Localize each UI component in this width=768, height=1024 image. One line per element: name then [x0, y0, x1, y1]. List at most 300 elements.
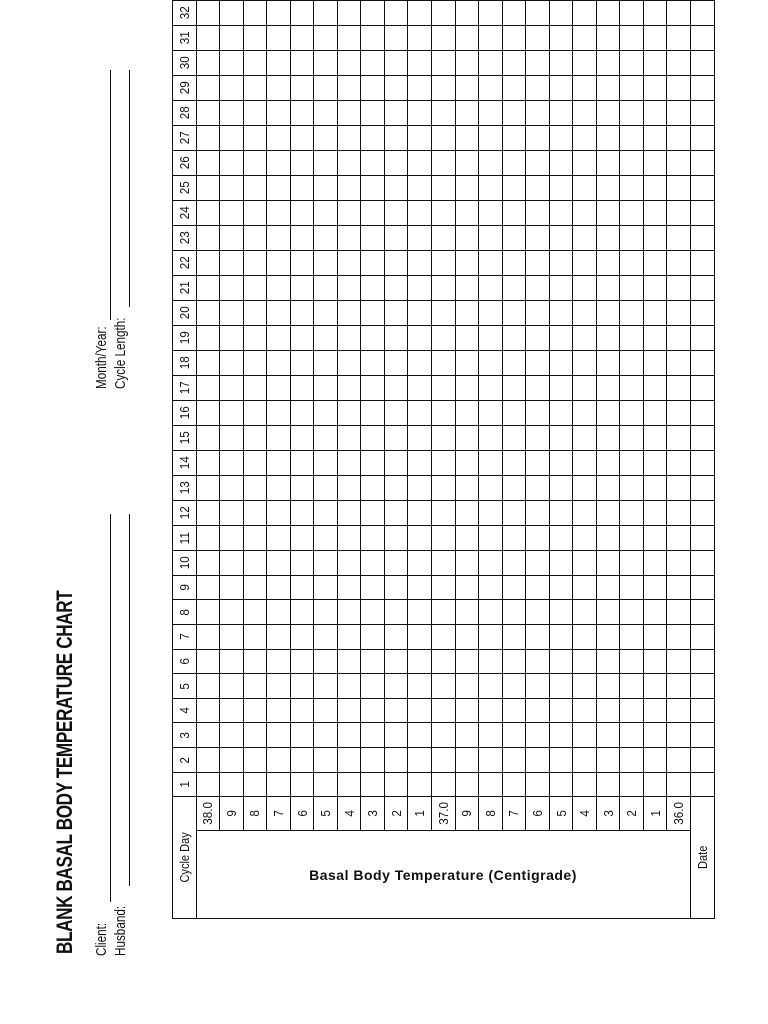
- temperature-entry-cell[interactable]: [549, 76, 573, 101]
- temperature-entry-cell[interactable]: [243, 226, 267, 251]
- temperature-entry-cell[interactable]: [620, 301, 644, 326]
- temperature-entry-cell[interactable]: [243, 600, 267, 625]
- temperature-entry-cell[interactable]: [361, 723, 385, 748]
- temperature-entry-cell[interactable]: [384, 550, 408, 575]
- temperature-entry-cell[interactable]: [620, 326, 644, 351]
- temperature-entry-cell[interactable]: [337, 151, 361, 176]
- temperature-entry-cell[interactable]: [314, 575, 338, 600]
- temperature-entry-cell[interactable]: [596, 600, 620, 625]
- temperature-entry-cell[interactable]: [502, 649, 526, 674]
- temperature-entry-cell[interactable]: [573, 475, 597, 500]
- temperature-entry-cell[interactable]: [220, 276, 244, 301]
- date-entry-cell[interactable]: [691, 550, 715, 575]
- temperature-entry-cell[interactable]: [549, 425, 573, 450]
- temperature-entry-cell[interactable]: [596, 26, 620, 51]
- temperature-entry-cell[interactable]: [502, 698, 526, 723]
- temperature-entry-cell[interactable]: [620, 450, 644, 475]
- temperature-entry-cell[interactable]: [196, 351, 220, 376]
- temperature-entry-cell[interactable]: [526, 600, 550, 625]
- temperature-entry-cell[interactable]: [549, 748, 573, 773]
- temperature-entry-cell[interactable]: [573, 525, 597, 550]
- temperature-entry-cell[interactable]: [290, 425, 314, 450]
- temperature-entry-cell[interactable]: [384, 126, 408, 151]
- temperature-entry-cell[interactable]: [220, 625, 244, 650]
- temperature-entry-cell[interactable]: [526, 326, 550, 351]
- temperature-entry-cell[interactable]: [549, 500, 573, 525]
- temperature-entry-cell[interactable]: [502, 26, 526, 51]
- month-year-line[interactable]: [110, 70, 111, 320]
- temperature-entry-cell[interactable]: [502, 76, 526, 101]
- temperature-entry-cell[interactable]: [455, 301, 479, 326]
- temperature-entry-cell[interactable]: [408, 76, 432, 101]
- temperature-entry-cell[interactable]: [573, 226, 597, 251]
- temperature-entry-cell[interactable]: [479, 26, 503, 51]
- temperature-entry-cell[interactable]: [290, 575, 314, 600]
- temperature-entry-cell[interactable]: [243, 251, 267, 276]
- temperature-entry-cell[interactable]: [196, 723, 220, 748]
- temperature-entry-cell[interactable]: [643, 625, 667, 650]
- temperature-entry-cell[interactable]: [549, 723, 573, 748]
- date-entry-cell[interactable]: [691, 1, 715, 26]
- temperature-entry-cell[interactable]: [479, 425, 503, 450]
- temperature-entry-cell[interactable]: [337, 649, 361, 674]
- temperature-entry-cell[interactable]: [290, 301, 314, 326]
- temperature-entry-cell[interactable]: [526, 226, 550, 251]
- temperature-entry-cell[interactable]: [243, 276, 267, 301]
- temperature-entry-cell[interactable]: [596, 748, 620, 773]
- temperature-entry-cell[interactable]: [384, 649, 408, 674]
- temperature-entry-cell[interactable]: [573, 351, 597, 376]
- temperature-entry-cell[interactable]: [479, 101, 503, 126]
- temperature-entry-cell[interactable]: [667, 376, 691, 401]
- temperature-entry-cell[interactable]: [361, 698, 385, 723]
- temperature-entry-cell[interactable]: [526, 301, 550, 326]
- temperature-entry-cell[interactable]: [573, 748, 597, 773]
- temperature-entry-cell[interactable]: [408, 425, 432, 450]
- temperature-entry-cell[interactable]: [196, 301, 220, 326]
- temperature-entry-cell[interactable]: [620, 772, 644, 797]
- temperature-entry-cell[interactable]: [573, 301, 597, 326]
- temperature-entry-cell[interactable]: [479, 550, 503, 575]
- temperature-entry-cell[interactable]: [337, 674, 361, 699]
- temperature-entry-cell[interactable]: [573, 376, 597, 401]
- temperature-entry-cell[interactable]: [267, 326, 291, 351]
- temperature-entry-cell[interactable]: [361, 772, 385, 797]
- temperature-entry-cell[interactable]: [314, 226, 338, 251]
- temperature-entry-cell[interactable]: [267, 525, 291, 550]
- temperature-entry-cell[interactable]: [408, 600, 432, 625]
- temperature-entry-cell[interactable]: [432, 351, 456, 376]
- temperature-entry-cell[interactable]: [408, 723, 432, 748]
- temperature-entry-cell[interactable]: [220, 600, 244, 625]
- temperature-entry-cell[interactable]: [479, 625, 503, 650]
- temperature-entry-cell[interactable]: [643, 748, 667, 773]
- temperature-entry-cell[interactable]: [643, 101, 667, 126]
- temperature-entry-cell[interactable]: [384, 425, 408, 450]
- temperature-entry-cell[interactable]: [267, 351, 291, 376]
- temperature-entry-cell[interactable]: [432, 376, 456, 401]
- temperature-entry-cell[interactable]: [196, 251, 220, 276]
- temperature-entry-cell[interactable]: [549, 351, 573, 376]
- temperature-entry-cell[interactable]: [337, 301, 361, 326]
- temperature-entry-cell[interactable]: [432, 101, 456, 126]
- temperature-entry-cell[interactable]: [361, 126, 385, 151]
- temperature-entry-cell[interactable]: [573, 425, 597, 450]
- temperature-entry-cell[interactable]: [502, 351, 526, 376]
- date-entry-cell[interactable]: [691, 151, 715, 176]
- client-line[interactable]: [110, 514, 111, 902]
- temperature-entry-cell[interactable]: [220, 525, 244, 550]
- date-entry-cell[interactable]: [691, 625, 715, 650]
- temperature-entry-cell[interactable]: [667, 326, 691, 351]
- temperature-entry-cell[interactable]: [596, 550, 620, 575]
- temperature-entry-cell[interactable]: [408, 400, 432, 425]
- temperature-entry-cell[interactable]: [596, 525, 620, 550]
- temperature-entry-cell[interactable]: [314, 51, 338, 76]
- temperature-entry-cell[interactable]: [667, 600, 691, 625]
- temperature-entry-cell[interactable]: [243, 674, 267, 699]
- temperature-entry-cell[interactable]: [337, 26, 361, 51]
- temperature-entry-cell[interactable]: [220, 351, 244, 376]
- temperature-entry-cell[interactable]: [337, 376, 361, 401]
- temperature-entry-cell[interactable]: [337, 76, 361, 101]
- temperature-entry-cell[interactable]: [643, 400, 667, 425]
- temperature-entry-cell[interactable]: [220, 76, 244, 101]
- temperature-entry-cell[interactable]: [337, 351, 361, 376]
- temperature-entry-cell[interactable]: [526, 126, 550, 151]
- temperature-entry-cell[interactable]: [290, 351, 314, 376]
- temperature-entry-cell[interactable]: [643, 301, 667, 326]
- temperature-entry-cell[interactable]: [267, 450, 291, 475]
- temperature-entry-cell[interactable]: [455, 376, 479, 401]
- temperature-entry-cell[interactable]: [667, 723, 691, 748]
- temperature-entry-cell[interactable]: [643, 51, 667, 76]
- temperature-entry-cell[interactable]: [526, 723, 550, 748]
- temperature-entry-cell[interactable]: [290, 51, 314, 76]
- temperature-entry-cell[interactable]: [384, 525, 408, 550]
- temperature-entry-cell[interactable]: [196, 376, 220, 401]
- temperature-entry-cell[interactable]: [596, 425, 620, 450]
- temperature-entry-cell[interactable]: [196, 425, 220, 450]
- temperature-entry-cell[interactable]: [526, 51, 550, 76]
- temperature-entry-cell[interactable]: [479, 326, 503, 351]
- temperature-entry-cell[interactable]: [196, 101, 220, 126]
- temperature-entry-cell[interactable]: [337, 400, 361, 425]
- temperature-entry-cell[interactable]: [502, 276, 526, 301]
- temperature-entry-cell[interactable]: [596, 772, 620, 797]
- temperature-entry-cell[interactable]: [667, 450, 691, 475]
- temperature-entry-cell[interactable]: [455, 450, 479, 475]
- temperature-entry-cell[interactable]: [455, 76, 479, 101]
- temperature-entry-cell[interactable]: [667, 26, 691, 51]
- date-entry-cell[interactable]: [691, 51, 715, 76]
- temperature-entry-cell[interactable]: [549, 176, 573, 201]
- temperature-entry-cell[interactable]: [573, 76, 597, 101]
- temperature-entry-cell[interactable]: [290, 1, 314, 26]
- temperature-entry-cell[interactable]: [267, 425, 291, 450]
- temperature-entry-cell[interactable]: [573, 723, 597, 748]
- date-entry-cell[interactable]: [691, 176, 715, 201]
- temperature-entry-cell[interactable]: [620, 276, 644, 301]
- temperature-entry-cell[interactable]: [408, 748, 432, 773]
- temperature-entry-cell[interactable]: [220, 176, 244, 201]
- temperature-entry-cell[interactable]: [267, 475, 291, 500]
- date-entry-cell[interactable]: [691, 301, 715, 326]
- temperature-entry-cell[interactable]: [479, 276, 503, 301]
- temperature-entry-cell[interactable]: [243, 400, 267, 425]
- temperature-entry-cell[interactable]: [337, 723, 361, 748]
- temperature-entry-cell[interactable]: [502, 176, 526, 201]
- temperature-entry-cell[interactable]: [596, 201, 620, 226]
- temperature-entry-cell[interactable]: [196, 76, 220, 101]
- temperature-entry-cell[interactable]: [573, 575, 597, 600]
- temperature-entry-cell[interactable]: [432, 625, 456, 650]
- temperature-entry-cell[interactable]: [526, 698, 550, 723]
- temperature-entry-cell[interactable]: [667, 625, 691, 650]
- temperature-entry-cell[interactable]: [408, 251, 432, 276]
- temperature-entry-cell[interactable]: [314, 176, 338, 201]
- temperature-entry-cell[interactable]: [667, 748, 691, 773]
- temperature-entry-cell[interactable]: [384, 772, 408, 797]
- temperature-entry-cell[interactable]: [596, 674, 620, 699]
- temperature-entry-cell[interactable]: [220, 748, 244, 773]
- date-entry-cell[interactable]: [691, 251, 715, 276]
- temperature-entry-cell[interactable]: [243, 176, 267, 201]
- temperature-entry-cell[interactable]: [526, 425, 550, 450]
- temperature-entry-cell[interactable]: [220, 450, 244, 475]
- temperature-entry-cell[interactable]: [620, 649, 644, 674]
- temperature-entry-cell[interactable]: [384, 475, 408, 500]
- temperature-entry-cell[interactable]: [337, 600, 361, 625]
- temperature-entry-cell[interactable]: [573, 1, 597, 26]
- temperature-entry-cell[interactable]: [596, 500, 620, 525]
- temperature-entry-cell[interactable]: [596, 450, 620, 475]
- temperature-entry-cell[interactable]: [196, 600, 220, 625]
- temperature-entry-cell[interactable]: [337, 625, 361, 650]
- temperature-entry-cell[interactable]: [337, 450, 361, 475]
- temperature-entry-cell[interactable]: [573, 26, 597, 51]
- date-entry-cell[interactable]: [691, 76, 715, 101]
- temperature-entry-cell[interactable]: [361, 525, 385, 550]
- temperature-entry-cell[interactable]: [596, 51, 620, 76]
- temperature-entry-cell[interactable]: [643, 1, 667, 26]
- temperature-entry-cell[interactable]: [314, 772, 338, 797]
- date-entry-cell[interactable]: [691, 226, 715, 251]
- temperature-entry-cell[interactable]: [384, 301, 408, 326]
- temperature-entry-cell[interactable]: [220, 101, 244, 126]
- temperature-entry-cell[interactable]: [243, 151, 267, 176]
- temperature-entry-cell[interactable]: [314, 101, 338, 126]
- temperature-entry-cell[interactable]: [408, 376, 432, 401]
- temperature-entry-cell[interactable]: [620, 76, 644, 101]
- temperature-entry-cell[interactable]: [220, 723, 244, 748]
- temperature-entry-cell[interactable]: [620, 625, 644, 650]
- temperature-entry-cell[interactable]: [526, 251, 550, 276]
- temperature-entry-cell[interactable]: [526, 748, 550, 773]
- temperature-entry-cell[interactable]: [526, 351, 550, 376]
- temperature-entry-cell[interactable]: [502, 201, 526, 226]
- temperature-entry-cell[interactable]: [290, 26, 314, 51]
- temperature-entry-cell[interactable]: [620, 698, 644, 723]
- temperature-entry-cell[interactable]: [667, 475, 691, 500]
- temperature-entry-cell[interactable]: [243, 301, 267, 326]
- temperature-entry-cell[interactable]: [361, 649, 385, 674]
- temperature-entry-cell[interactable]: [620, 748, 644, 773]
- temperature-entry-cell[interactable]: [502, 376, 526, 401]
- temperature-entry-cell[interactable]: [643, 649, 667, 674]
- temperature-entry-cell[interactable]: [290, 772, 314, 797]
- temperature-entry-cell[interactable]: [243, 425, 267, 450]
- temperature-entry-cell[interactable]: [432, 500, 456, 525]
- temperature-entry-cell[interactable]: [502, 251, 526, 276]
- temperature-entry-cell[interactable]: [243, 351, 267, 376]
- temperature-entry-cell[interactable]: [549, 126, 573, 151]
- temperature-entry-cell[interactable]: [643, 276, 667, 301]
- temperature-entry-cell[interactable]: [502, 326, 526, 351]
- temperature-entry-cell[interactable]: [526, 76, 550, 101]
- temperature-entry-cell[interactable]: [384, 1, 408, 26]
- temperature-entry-cell[interactable]: [290, 450, 314, 475]
- temperature-entry-cell[interactable]: [267, 400, 291, 425]
- temperature-entry-cell[interactable]: [620, 351, 644, 376]
- temperature-entry-cell[interactable]: [502, 600, 526, 625]
- temperature-entry-cell[interactable]: [408, 126, 432, 151]
- temperature-entry-cell[interactable]: [290, 600, 314, 625]
- temperature-entry-cell[interactable]: [620, 176, 644, 201]
- temperature-entry-cell[interactable]: [620, 400, 644, 425]
- temperature-entry-cell[interactable]: [667, 76, 691, 101]
- temperature-entry-cell[interactable]: [290, 176, 314, 201]
- temperature-entry-cell[interactable]: [196, 51, 220, 76]
- temperature-entry-cell[interactable]: [479, 176, 503, 201]
- temperature-entry-cell[interactable]: [455, 151, 479, 176]
- temperature-entry-cell[interactable]: [408, 674, 432, 699]
- temperature-entry-cell[interactable]: [243, 101, 267, 126]
- temperature-entry-cell[interactable]: [290, 400, 314, 425]
- temperature-entry-cell[interactable]: [243, 550, 267, 575]
- temperature-entry-cell[interactable]: [384, 748, 408, 773]
- date-entry-cell[interactable]: [691, 126, 715, 151]
- temperature-entry-cell[interactable]: [314, 698, 338, 723]
- temperature-entry-cell[interactable]: [384, 251, 408, 276]
- temperature-entry-cell[interactable]: [196, 525, 220, 550]
- date-entry-cell[interactable]: [691, 575, 715, 600]
- temperature-entry-cell[interactable]: [667, 251, 691, 276]
- temperature-entry-cell[interactable]: [455, 625, 479, 650]
- temperature-entry-cell[interactable]: [408, 649, 432, 674]
- temperature-entry-cell[interactable]: [196, 698, 220, 723]
- temperature-entry-cell[interactable]: [408, 625, 432, 650]
- date-entry-cell[interactable]: [691, 425, 715, 450]
- temperature-entry-cell[interactable]: [220, 326, 244, 351]
- temperature-entry-cell[interactable]: [432, 226, 456, 251]
- temperature-entry-cell[interactable]: [432, 575, 456, 600]
- temperature-entry-cell[interactable]: [526, 101, 550, 126]
- date-entry-cell[interactable]: [691, 698, 715, 723]
- temperature-entry-cell[interactable]: [267, 723, 291, 748]
- temperature-entry-cell[interactable]: [220, 550, 244, 575]
- temperature-entry-cell[interactable]: [384, 201, 408, 226]
- temperature-entry-cell[interactable]: [196, 201, 220, 226]
- temperature-entry-cell[interactable]: [526, 772, 550, 797]
- temperature-entry-cell[interactable]: [667, 101, 691, 126]
- temperature-entry-cell[interactable]: [384, 151, 408, 176]
- temperature-entry-cell[interactable]: [596, 698, 620, 723]
- temperature-entry-cell[interactable]: [408, 101, 432, 126]
- temperature-entry-cell[interactable]: [314, 126, 338, 151]
- temperature-entry-cell[interactable]: [479, 525, 503, 550]
- temperature-entry-cell[interactable]: [314, 723, 338, 748]
- temperature-entry-cell[interactable]: [220, 500, 244, 525]
- temperature-entry-cell[interactable]: [596, 649, 620, 674]
- temperature-entry-cell[interactable]: [384, 176, 408, 201]
- temperature-entry-cell[interactable]: [620, 376, 644, 401]
- temperature-entry-cell[interactable]: [314, 425, 338, 450]
- temperature-entry-cell[interactable]: [455, 101, 479, 126]
- temperature-entry-cell[interactable]: [314, 301, 338, 326]
- temperature-entry-cell[interactable]: [502, 101, 526, 126]
- temperature-entry-cell[interactable]: [596, 251, 620, 276]
- temperature-entry-cell[interactable]: [361, 276, 385, 301]
- husband-line[interactable]: [129, 514, 130, 886]
- temperature-entry-cell[interactable]: [573, 251, 597, 276]
- temperature-entry-cell[interactable]: [526, 376, 550, 401]
- temperature-entry-cell[interactable]: [243, 723, 267, 748]
- temperature-entry-cell[interactable]: [361, 326, 385, 351]
- temperature-entry-cell[interactable]: [549, 674, 573, 699]
- temperature-entry-cell[interactable]: [408, 151, 432, 176]
- temperature-entry-cell[interactable]: [243, 649, 267, 674]
- temperature-entry-cell[interactable]: [361, 301, 385, 326]
- temperature-entry-cell[interactable]: [502, 151, 526, 176]
- temperature-entry-cell[interactable]: [479, 723, 503, 748]
- temperature-entry-cell[interactable]: [361, 1, 385, 26]
- temperature-entry-cell[interactable]: [643, 251, 667, 276]
- temperature-entry-cell[interactable]: [432, 723, 456, 748]
- temperature-entry-cell[interactable]: [479, 1, 503, 26]
- temperature-entry-cell[interactable]: [432, 425, 456, 450]
- temperature-entry-cell[interactable]: [596, 226, 620, 251]
- temperature-entry-cell[interactable]: [596, 723, 620, 748]
- temperature-entry-cell[interactable]: [573, 649, 597, 674]
- temperature-entry-cell[interactable]: [220, 1, 244, 26]
- temperature-entry-cell[interactable]: [643, 76, 667, 101]
- temperature-entry-cell[interactable]: [455, 500, 479, 525]
- temperature-entry-cell[interactable]: [502, 425, 526, 450]
- temperature-entry-cell[interactable]: [620, 26, 644, 51]
- temperature-entry-cell[interactable]: [432, 475, 456, 500]
- temperature-entry-cell[interactable]: [384, 51, 408, 76]
- temperature-entry-cell[interactable]: [408, 772, 432, 797]
- temperature-entry-cell[interactable]: [337, 475, 361, 500]
- temperature-entry-cell[interactable]: [267, 101, 291, 126]
- temperature-entry-cell[interactable]: [384, 723, 408, 748]
- temperature-entry-cell[interactable]: [243, 772, 267, 797]
- temperature-entry-cell[interactable]: [667, 51, 691, 76]
- temperature-entry-cell[interactable]: [337, 425, 361, 450]
- temperature-entry-cell[interactable]: [455, 1, 479, 26]
- temperature-entry-cell[interactable]: [243, 475, 267, 500]
- temperature-entry-cell[interactable]: [479, 772, 503, 797]
- temperature-entry-cell[interactable]: [596, 126, 620, 151]
- temperature-entry-cell[interactable]: [667, 126, 691, 151]
- temperature-entry-cell[interactable]: [384, 698, 408, 723]
- temperature-entry-cell[interactable]: [596, 276, 620, 301]
- temperature-entry-cell[interactable]: [290, 326, 314, 351]
- temperature-entry-cell[interactable]: [549, 26, 573, 51]
- temperature-entry-cell[interactable]: [455, 525, 479, 550]
- temperature-entry-cell[interactable]: [196, 276, 220, 301]
